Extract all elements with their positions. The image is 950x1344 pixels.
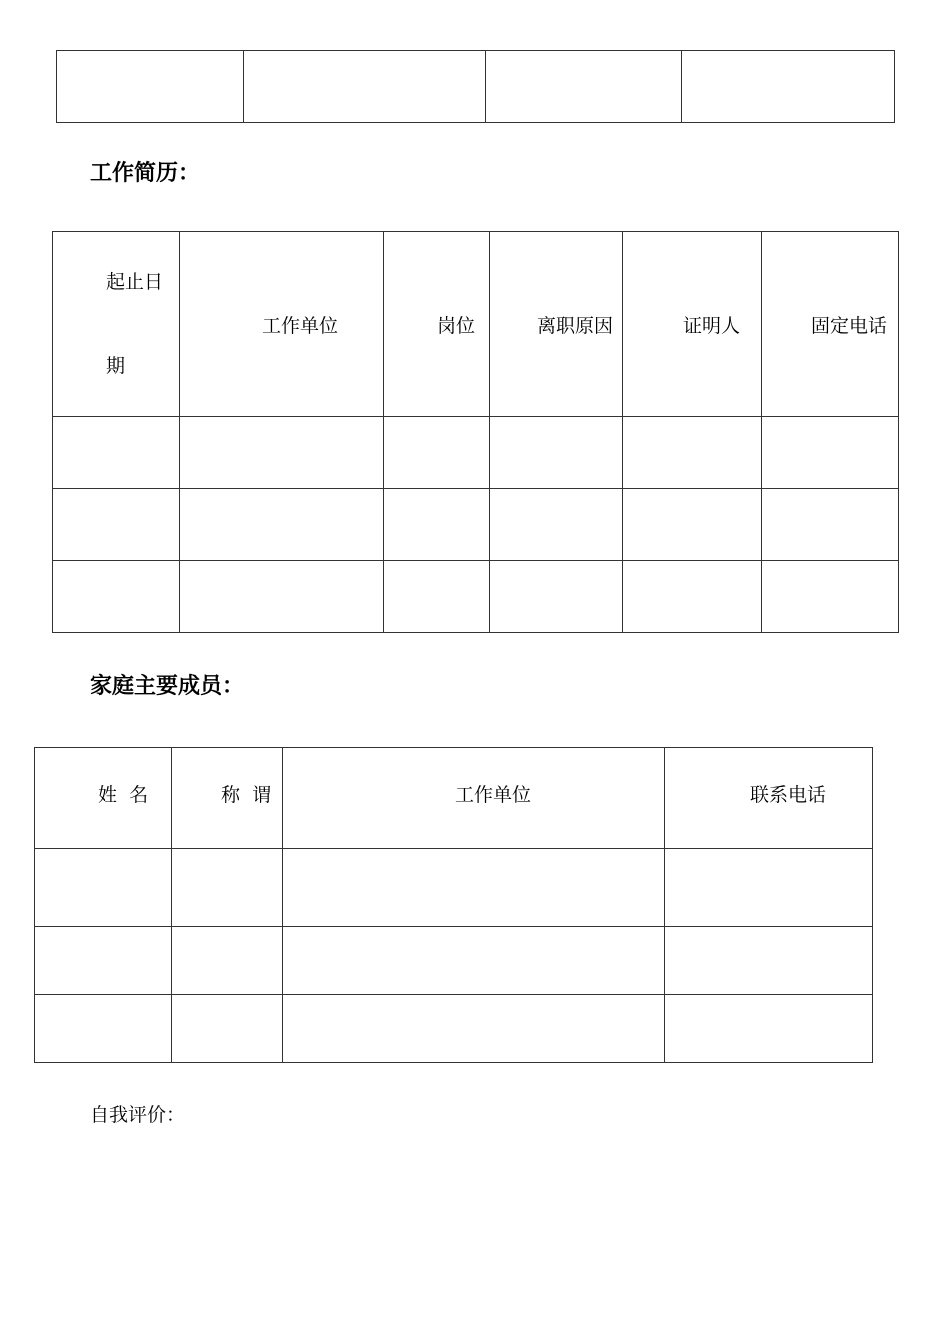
family-heading: 家庭主要成员： bbox=[90, 674, 245, 699]
continued-table bbox=[56, 50, 895, 123]
table-row bbox=[53, 561, 899, 633]
table-cell[interactable] bbox=[762, 561, 899, 633]
table-cell[interactable] bbox=[623, 417, 762, 489]
header-unit: 工作单位 bbox=[283, 748, 665, 849]
table-row bbox=[35, 927, 873, 995]
table-cell[interactable] bbox=[180, 417, 384, 489]
table-cell[interactable] bbox=[35, 849, 172, 927]
table-row bbox=[53, 417, 899, 489]
table-cell[interactable] bbox=[53, 561, 180, 633]
table-cell[interactable] bbox=[490, 561, 623, 633]
header-phone: 联系电话 bbox=[665, 748, 873, 849]
table-cell[interactable] bbox=[57, 51, 244, 123]
table-cell[interactable] bbox=[35, 995, 172, 1063]
header-date bbox=[53, 232, 180, 417]
family-members-table bbox=[34, 747, 873, 1063]
table-cell[interactable] bbox=[665, 927, 873, 995]
table-cell[interactable] bbox=[623, 489, 762, 561]
header-relation: 称 谓 bbox=[172, 748, 283, 849]
work-history-table bbox=[52, 231, 899, 633]
table-cell[interactable] bbox=[665, 995, 873, 1063]
header-name: 姓 名 bbox=[35, 748, 172, 849]
table-row bbox=[35, 995, 873, 1063]
table-cell[interactable] bbox=[180, 561, 384, 633]
table-cell[interactable] bbox=[180, 489, 384, 561]
table-row bbox=[35, 849, 873, 927]
table-cell[interactable] bbox=[53, 489, 180, 561]
table-cell[interactable] bbox=[486, 51, 682, 123]
work-history-heading: 工作简历： bbox=[90, 161, 201, 186]
table-cell[interactable] bbox=[283, 995, 665, 1063]
table-cell[interactable] bbox=[384, 561, 490, 633]
table-cell[interactable] bbox=[384, 417, 490, 489]
header-position: 岗位 bbox=[384, 232, 490, 417]
header-reference: 证明人 bbox=[623, 232, 762, 417]
header-reason: 离职原因 bbox=[490, 232, 623, 417]
table-cell[interactable] bbox=[283, 927, 665, 995]
header-date-line1: 起止日 bbox=[106, 271, 164, 293]
table-row bbox=[53, 489, 899, 561]
table-header-row bbox=[53, 232, 899, 417]
table-cell[interactable] bbox=[172, 849, 283, 927]
table-cell[interactable] bbox=[283, 849, 665, 927]
table-row bbox=[57, 51, 895, 123]
table-cell[interactable] bbox=[665, 849, 873, 927]
table-cell[interactable] bbox=[244, 51, 486, 123]
table-cell[interactable] bbox=[384, 489, 490, 561]
self-evaluation-label: 自我评价： bbox=[90, 1104, 186, 1126]
table-cell[interactable] bbox=[762, 417, 899, 489]
table-cell[interactable] bbox=[172, 995, 283, 1063]
header-date-line2: 期 bbox=[106, 355, 126, 377]
table-cell[interactable] bbox=[490, 417, 623, 489]
table-cell[interactable] bbox=[623, 561, 762, 633]
table-cell[interactable] bbox=[53, 417, 180, 489]
table-cell[interactable] bbox=[35, 927, 172, 995]
table-header-row bbox=[35, 748, 873, 849]
table-cell[interactable] bbox=[172, 927, 283, 995]
header-phone: 固定电话 bbox=[762, 232, 899, 417]
table-cell[interactable] bbox=[490, 489, 623, 561]
table-cell[interactable] bbox=[682, 51, 895, 123]
header-unit: 工作单位 bbox=[180, 232, 384, 417]
table-cell[interactable] bbox=[762, 489, 899, 561]
